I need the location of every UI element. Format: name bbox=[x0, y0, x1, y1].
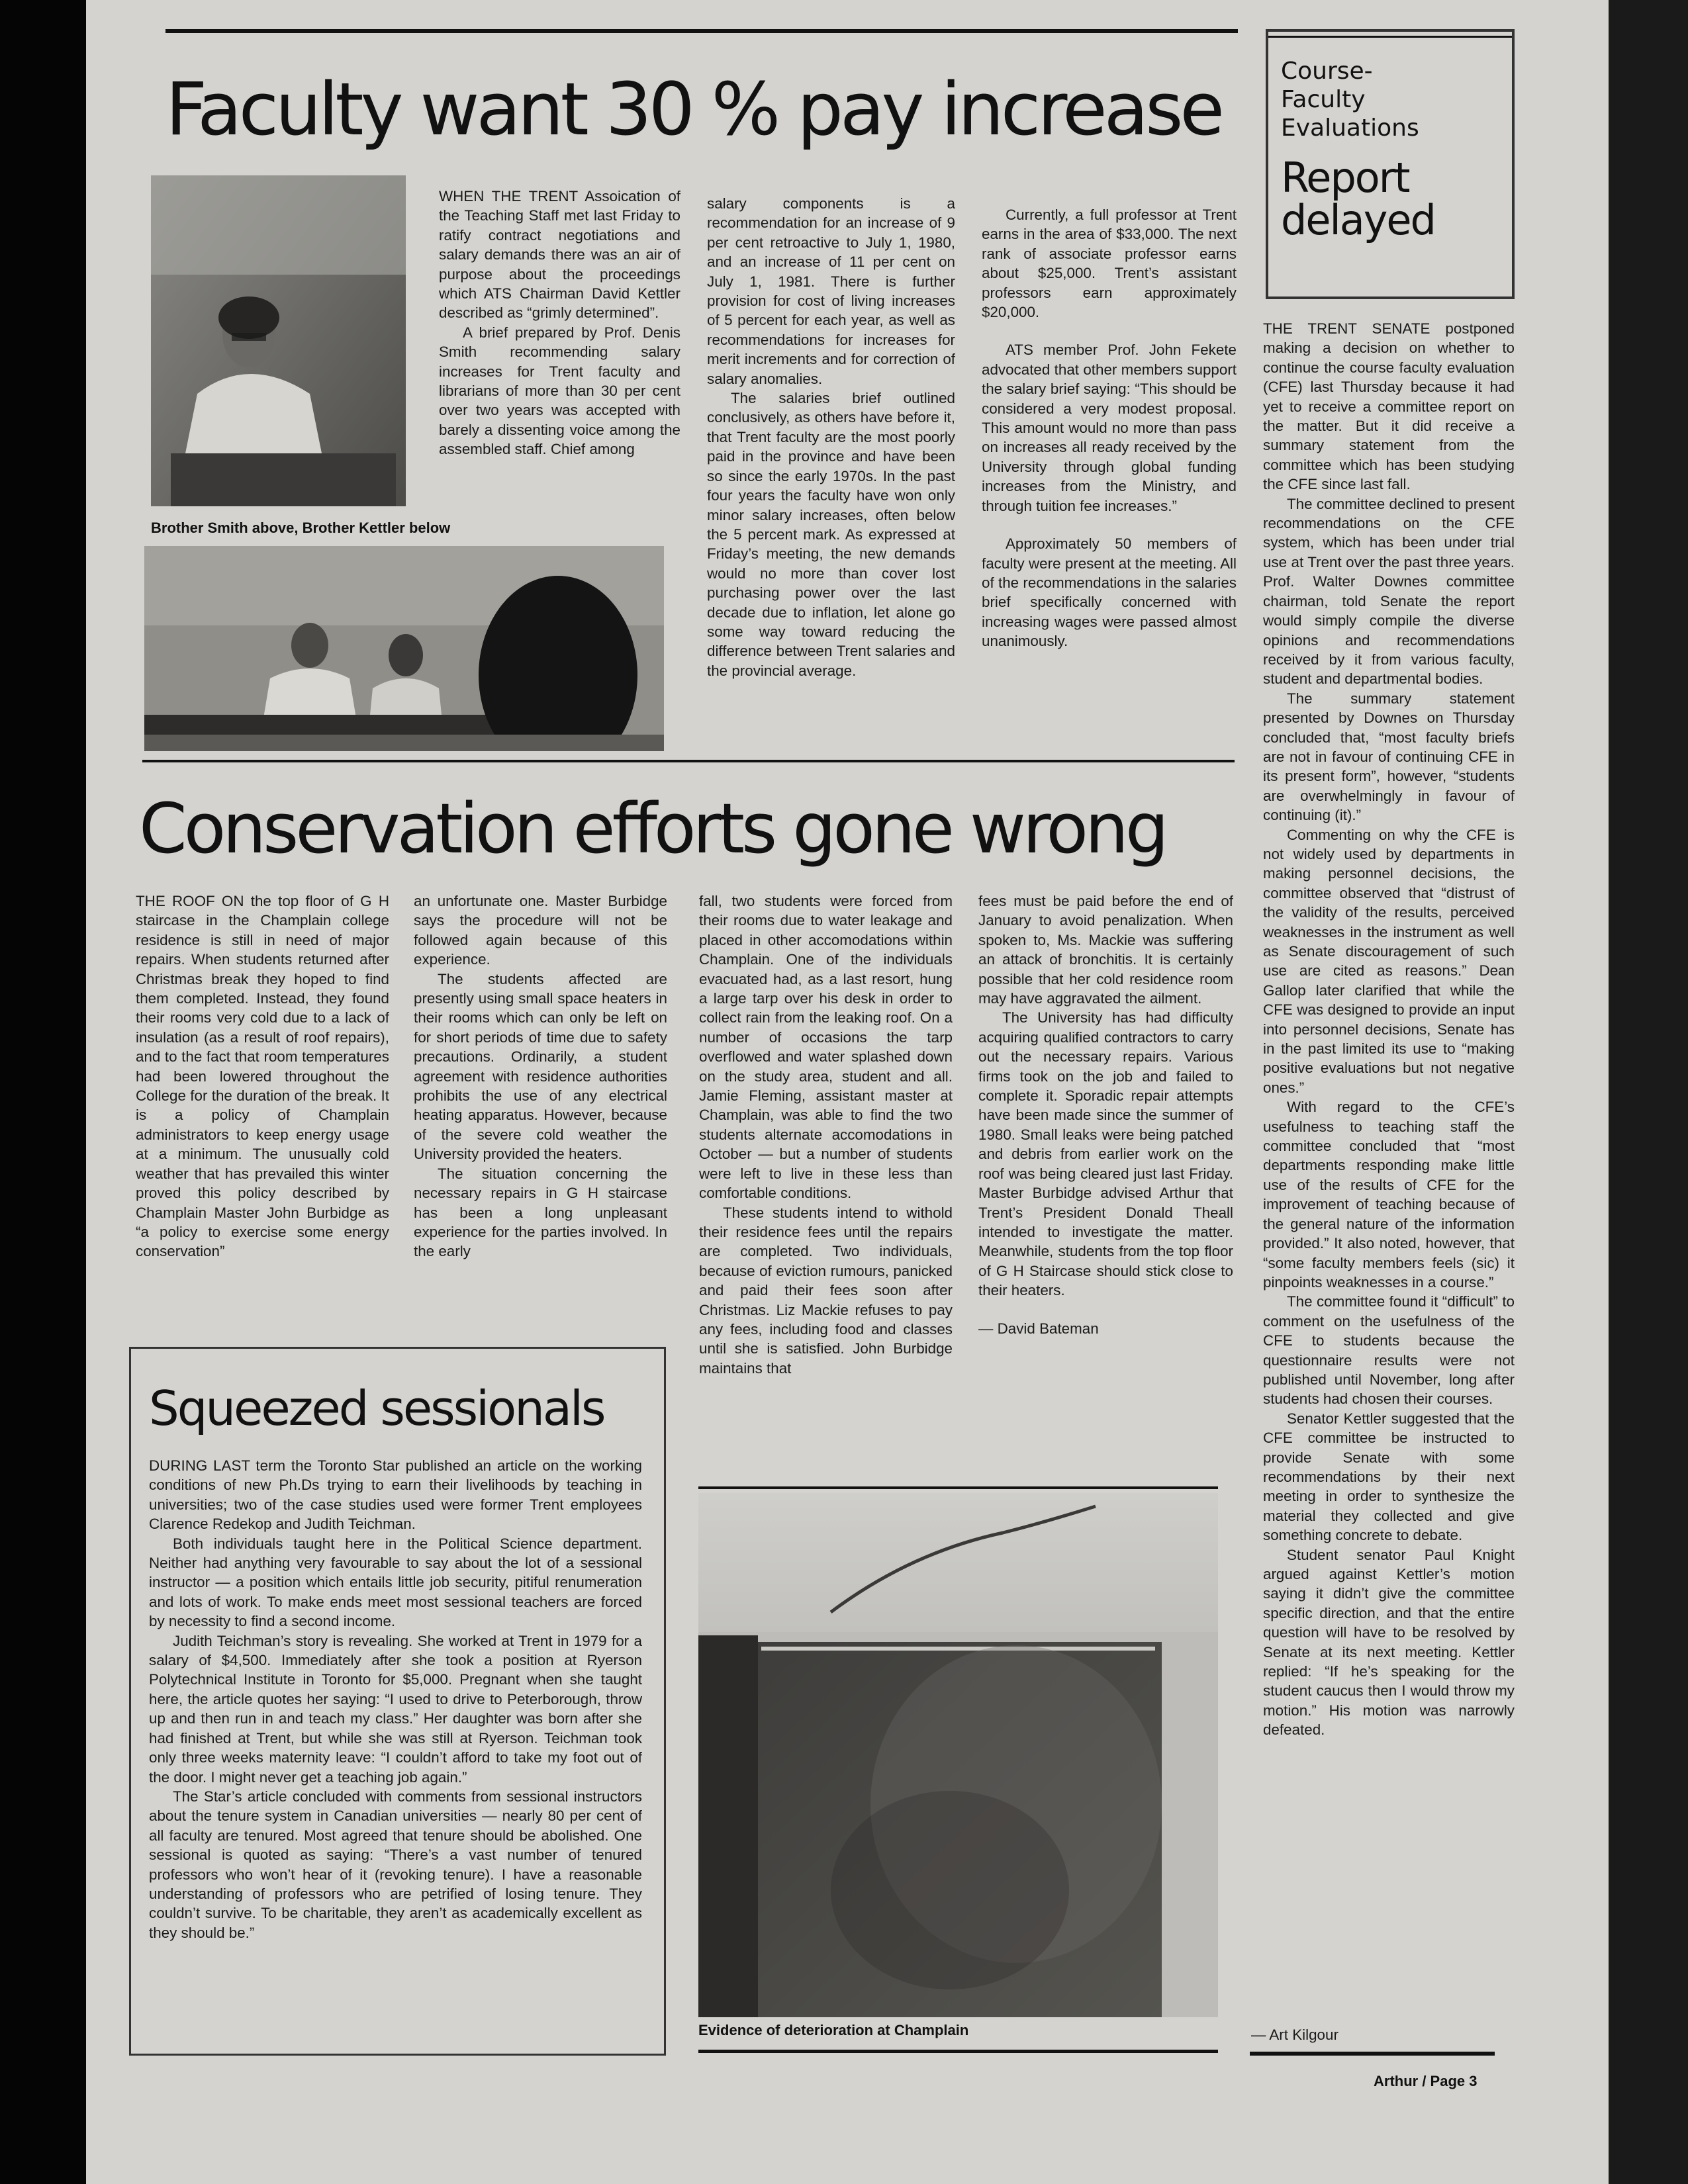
cfe-headline-line2: delayed bbox=[1281, 196, 1435, 244]
paragraph: The salaries brief outlined conclusively, as others have before it, that Trent faculty are the most poorly paid in the province and have been so since the early 1970s. In the past four years the faculty have won only minor salary increases, often below the 5 percent mark. As expressed at Friday’s meeting, the new demands would no more than cover lost purchasing power over the last decade due to inflation, let alone go some way toward reducing the difference between Trent salaries and the provincial average. bbox=[707, 390, 955, 679]
conservation-col4 bbox=[978, 891, 1233, 1474]
paragraph: THE ROOF ON the top floor of G H staircase in the Champlain college residence is still in need of major repairs. When students returned after Christmas break they hoped to find them completed. Instead, they found their rooms very cold due to a lack of insulation (as a result of roof repairs), and to the fact that room temperatures had been lowered throughout the College for the duration of the break. It is a policy of Champlain administrators to keep energy usage at a minimum. The unusually cold weather that has prevailed this winter proved this policy described by Champlain Master John Burbidge as “a policy to exercise some energy conservation” bbox=[136, 893, 389, 1260]
faculty-pay-headline: Faculty want 30 % pay increase bbox=[165, 67, 1222, 152]
paragraph: ATS member Prof. John Fekete advocated that other members support the salary brief saying: “This should be considered a very modest proposal. This amount would no more than pass on increases all ready received by the University through global funding increases from the Ministry, and through tuition fee increases.” bbox=[982, 341, 1237, 514]
paragraph: Judith Teichman’s story is revealing. She worked at Trent in 1979 for a salary of $4,500. Immediately after she took a position at Ryerson Polytechnical Institute in Toronto for $5,000. Pregnant when she taught here, the article quotes her saying: “I used to drive to Peterborough, throw up and then run in and teach my class.” Her daughter was born after she had finished at Trent, but while she was still at Ryerson. Teichman took only three weeks maternity leave: “I couldn’t afford to take my foot out of the door. I might never get a teaching job again.” bbox=[149, 1632, 642, 1786]
paragraph: Commenting on why the CFE is not widely used by departments in making personnel decisions, the committee observed that “distrust of the validity of the results, perceived weaknesses in the instrument as well as Senate discouragement of such use are cited as reasons.” Dean Gallop later clarified that while the CFE was designed to provide an input into personnel decisions, Senate has in the past limited its use to “making positive evaluations but not negative ones.” bbox=[1263, 826, 1515, 1096]
cfe-headline-line1: Report bbox=[1281, 154, 1409, 202]
paragraph: A brief prepared by Prof. Denis Smith recommending salary increases for Trent faculty and librarians of more than 30 per cent over two years was accepted with barely a dissenting voice among the assembled staff. Chief among bbox=[439, 324, 680, 458]
sessionals-body bbox=[149, 1456, 642, 2038]
paragraph: With regard to the CFE’s usefulness to teaching staff the committee concluded that “most departments responding make little use of the results of CFE for the improvement of teaching because of the general nature of the information provided.” It also noted, however, that “some faculty members feels (sic) it pinpoints weaknesses in a course.” bbox=[1263, 1099, 1515, 1291]
conservation-col3 bbox=[699, 891, 953, 1471]
mid-rule bbox=[142, 760, 1235, 762]
cfe-kicker: Course-Faculty Evaluations bbox=[1281, 58, 1419, 142]
photo-top-rule bbox=[698, 1486, 1218, 1489]
box-inner-rule bbox=[1268, 36, 1512, 38]
faculty-pay-col2 bbox=[707, 194, 955, 737]
smith-photo bbox=[151, 175, 406, 506]
paragraph: Both individuals taught here in the Political Science department. Neither had anything very favourable to say about the lot of a sessional instructor — a position which entails little job security, pitiful renumeration and lots of work. To make ends meet most sessional teachers are forced by necessity to find a second income. bbox=[149, 1535, 642, 1630]
paragraph: The situation concerning the necessary repairs in G H staircase has been a long unpleasant experience for the parties involved. In the early bbox=[414, 1165, 667, 1260]
paragraph: The summary statement presented by Downes on Thursday concluded that, “most faculty briefs are not in favour of continuing CFE in its present form”, however, “students are overwhelmingly in favour of continuing (it).” bbox=[1263, 690, 1515, 824]
paragraph: THE TRENT SENATE postponed making a decision on whether to continue the course faculty evaluation (CFE) last Thursday because it had yet to receive a committee report on the matter. But it did receive a summary statement from the committee which has been studying the CFE since last fall. bbox=[1263, 320, 1515, 493]
faculty-pay-col3 bbox=[982, 205, 1237, 741]
paragraph: The students affected are presently using small space heaters in their rooms which can only be left on for short periods of time due to safety precautions. Ordinarily, a student agreement with residence authorities prohibits the use of any electrical heating apparatus. However, because of the severe cold weather the University provided the heaters. bbox=[414, 970, 667, 1163]
cfe-bottom-rule bbox=[1250, 2052, 1495, 2056]
photo-bottom-rule bbox=[698, 2050, 1218, 2053]
paragraph: These students intend to withold their residence fees until the repairs are completed. Two individuals, because of eviction rumours, panicked and paid their fees soon after Christmas. Liz Mackie refuses to pay any fees, including food and classes until she is satisfied. John Burbidge maintains that bbox=[699, 1204, 953, 1377]
kettler-photo bbox=[144, 546, 664, 751]
top-rule bbox=[165, 29, 1238, 33]
paragraph: Approximately 50 members of faculty were present at the meeting. All of the recommendations in the salaries brief specifically concerned with increasing wages were passed almost unanimously. bbox=[982, 535, 1237, 650]
paragraph: Senator Kettler suggested that the CFE committee be instructed to provide Senate with some recommendations by their next meeting in order to synthesize the material they collected and give something concrete to debate. bbox=[1263, 1410, 1515, 1544]
paragraph: Currently, a full professor at Trent earns in the area of $33,000. The next rank of associate professor earns about $25,000. Trent’s assistant professors earn approximately $20,000. bbox=[982, 206, 1237, 321]
paragraph: The committee declined to present recommendations on the CFE system, which has been under trial use at Trent over the past three years. Prof. Walter Downes committee chairman, told Senate the report would simply compile the diverse opinions and recommendations received by it from various faculty, student and departmental bodies. bbox=[1263, 495, 1515, 688]
paragraph: Student senator Paul Knight argued against Kettler’s motion saying it didn’t give the committee specific direction, and that the entire question will have to be resolved by Senate at its next meeting. Kettler replied: “If he’s speaking for the student caucus then I would throw my motion.” His motion was narrowly defeated. bbox=[1263, 1546, 1515, 1739]
conservation-byline: — David Bateman bbox=[978, 1320, 1099, 1337]
conservation-photo-caption: Evidence of deterioration at Champlain bbox=[698, 2022, 969, 2038]
cfe-byline: — Art Kilgour bbox=[1251, 2026, 1338, 2043]
conservation-col2 bbox=[414, 891, 667, 1332]
conservation-col1 bbox=[136, 891, 389, 1332]
conservation-headline: Conservation efforts gone wrong bbox=[139, 788, 1166, 869]
paragraph: The committee found it “difficult” to comment on the usefulness of the CFE to students because the questionnaire results were not published until November, long after students had chosen their courses. bbox=[1263, 1293, 1515, 1408]
paragraph: fall, two students were forced from their rooms due to water leakage and placed in other accomodations within Champlain. One of the individuals evacuated had, as a last resort, hung a large tarp over his desk in order to collect rain from the leaking roof. On a number of occasions the tarp overflowed and water splashed down on the study area, student and all. Jamie Fleming, assistant master at Champlain, was able to find the two students alternate accomodations in October — but a number of students were left to live in these less than comfortable conditions. bbox=[699, 893, 953, 1202]
paragraph: fees must be paid before the end of January to avoid penalization. When spoken to, Ms. Mackie was suffering an attack of bronchitis. It is certainly possible that her cold residence room may have aggravated the ailment. bbox=[978, 893, 1233, 1007]
faculty-photo-caption: Brother Smith above, Brother Kettler below bbox=[151, 520, 451, 536]
paragraph: an unfortunate one. Master Burbidge says the procedure will not be followed again because of this experience. bbox=[414, 893, 667, 968]
paragraph: The University has had difficulty acquiring qualified contractors to carry out the necessary repairs. Various firms took on the job and failed to complete it. Sporadic repair attempts have been made since the summer of 1980. Small leaks were being patched and debris from earlier work on the roof was being cleared just last Friday. Master Burbidge advised Arthur that Trent’s President Donald Theall intended to investigate the matter. Meanwhile, students from the top floor of G H Staircase should stick close to their heaters. bbox=[978, 1009, 1233, 1299]
cfe-body bbox=[1263, 319, 1515, 2017]
faculty-pay-col1 bbox=[439, 187, 680, 518]
sessionals-headline: Squeezed sessionals bbox=[149, 1381, 604, 1436]
page-folio: Arthur / Page 3 bbox=[1374, 2073, 1477, 2089]
paragraph: salary components is a recommendation for an increase of 9 per cent retroactive to July 1, 1980, and an increase of 11 per cent on July 1, 1981. There is further provision for cost of living increases of 5 percent for each year, as well as recommendations for increases for merit increments and for correction of salary anomalies. bbox=[707, 195, 955, 387]
paragraph: WHEN THE TRENT Assoication of the Teaching Staff met last Friday to ratify contract negotiations and salary demands there was an air of purpose about the proceedings which ATS Chairman David Kettler described as “grimly determined”. bbox=[439, 188, 680, 322]
paragraph: DURING LAST term the Toronto Star published an article on the working conditions of new Ph.Ds trying to earn their livelihoods by teaching in universities; two of the case studies used were former Trent employees Clarence Redekop and Judith Teichman. bbox=[149, 1457, 642, 1533]
deterioration-photo bbox=[698, 1493, 1218, 2017]
page-edge-shadow bbox=[1609, 0, 1688, 2184]
paragraph: The Star’s article concluded with comments from sessional instructors about the tenure system in Canadian universities — nearly 80 per cent of all faculty are tenured. Most agreed that tenure should be abolished. One sessional is quoted as saying: “There’s a vast number of tenured professors who won’t hear of it (revoking tenure). I have a reasonable understanding of professors who are petrified of losing tenure. They couldn’t survive. To be charitable, they aren’t as academically excellent as they should be.” bbox=[149, 1788, 642, 1941]
